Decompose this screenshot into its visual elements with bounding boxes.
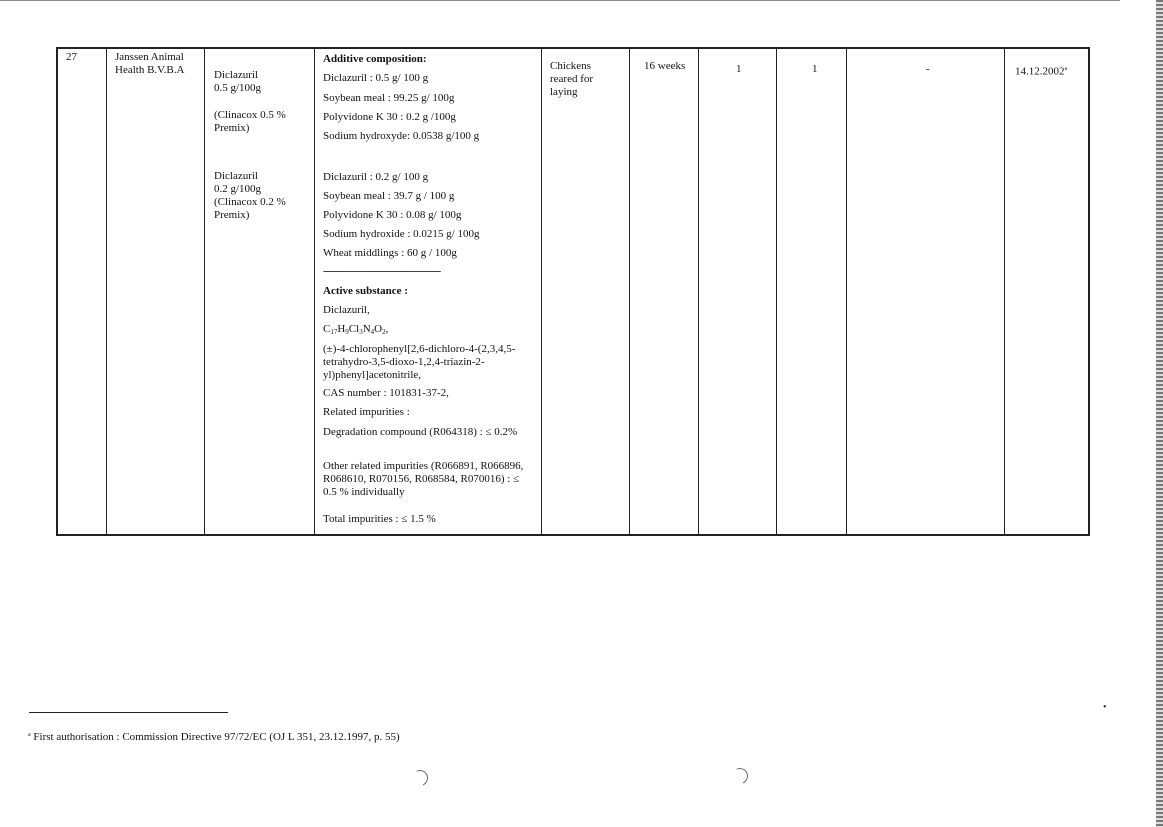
comp-2-line: Soybean meal : 39.7 g / 100 g (323, 190, 455, 202)
col-divider (846, 49, 847, 534)
additive-1-concentration: 0.5 g/100g (214, 82, 262, 94)
authorisation-holder: Janssen Animal Health B.V.B.A (115, 51, 185, 76)
col-divider (204, 49, 205, 534)
col-divider (1004, 49, 1005, 534)
scan-speck: • (1103, 702, 1107, 713)
additive-2-name: Diclazuril (214, 170, 258, 182)
cas-number: CAS number : 101831-37-2, (323, 387, 449, 399)
top-scan-rule (0, 0, 1120, 1)
other-provisions: - (926, 63, 930, 75)
additive-2-trade-name: (Clinacox 0.2 % Premix) (214, 196, 286, 221)
total-impurities: Total impurities : ≤ 1.5 % (323, 513, 436, 525)
animal-species: Chickens reared for laying (550, 60, 594, 98)
comp-1-line: Soybean meal : 99.25 g/ 100g (323, 92, 455, 104)
comp-2-line: Polyvidone K 30 : 0.08 g/ 100g (323, 209, 462, 221)
footnote: $^a$ First authorisation : Commission Directive 97/72/EC (OJ L 351, 23.12.1997, p. 55) (28, 731, 400, 743)
col-divider (776, 49, 777, 534)
footnote-rule (29, 712, 228, 713)
col-divider (314, 49, 315, 534)
comp-2-line: Wheat middlings : 60 g / 100g (323, 247, 457, 259)
additive-2-concentration: 0.2 g/100g (214, 183, 262, 195)
maximum-content: 1 (812, 63, 818, 75)
punch-hole (730, 766, 751, 787)
additive-1 (214, 69, 310, 135)
active-substance-name: Diclazuril, (323, 304, 370, 316)
related-impurities-title: Related impurities : (323, 406, 410, 418)
comp-2-line: Diclazuril : 0.2 g/ 100 g (323, 171, 429, 183)
scan-edge (1156, 0, 1163, 827)
col-divider (629, 49, 630, 534)
other-impurities: Other related impurities (R066891, R066896, R068610, R070156, R068584, R070016) : ≤ 0.5 % individually (323, 460, 524, 498)
composition-title: Additive composition: (323, 53, 427, 65)
col-divider (698, 49, 699, 534)
comp-1-line: Sodium hydroxyde: 0.0538 g/100 g (323, 130, 480, 142)
additive-1-name: Diclazuril (214, 69, 258, 81)
row-number: 27 (66, 51, 77, 63)
col-divider (106, 49, 107, 534)
iupac-name: (±)-4-chlorophenyl[2,6-dichloro-4-(2,3,4,5-tetrahydro-3,5-dioxo-1,2,4-triazin-2-yl)phenyl]acetonitrile, (323, 343, 516, 381)
additive-2 (214, 170, 310, 222)
additive-table (56, 47, 1090, 536)
punch-hole (410, 768, 431, 789)
maximum-age: 16 weeks (644, 60, 686, 72)
col-divider (541, 49, 542, 534)
minimum-content: 1 (736, 63, 742, 75)
comp-1-line: Diclazuril : 0.5 g/ 100 g (323, 72, 429, 84)
authorisation-end-date: 14.12.2002$^a$ (1015, 65, 1068, 78)
separator-line: -------------------------------------------- (323, 265, 441, 277)
active-substance-title: Active substance : (323, 285, 408, 297)
degradation-compound: Degradation compound (R064318) : ≤ 0.2% (323, 426, 518, 438)
chemical-formula: $C_{17}H_9Cl_3N_4O_2$, (323, 323, 389, 336)
additive-1-trade-name: (Clinacox 0.5 % Premix) (214, 109, 286, 134)
comp-1-line: Polyvidone K 30 : 0.2 g /100g (323, 111, 456, 123)
comp-2-line: Sodium hydroxide : 0.0215 g/ 100g (323, 228, 480, 240)
